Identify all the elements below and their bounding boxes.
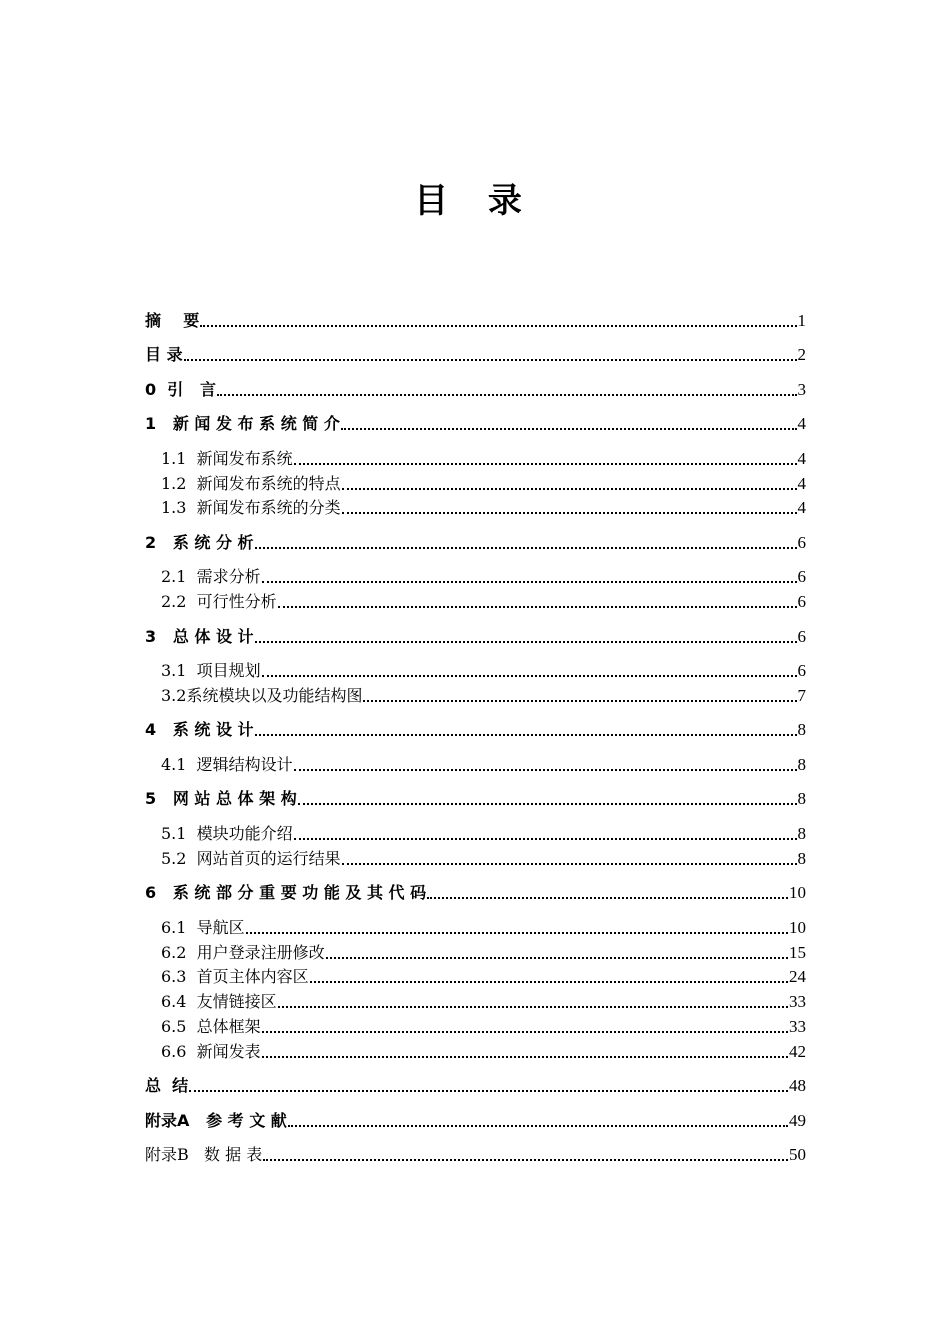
toc-entry-chapter-3[interactable] [145, 623, 806, 647]
toc-entry-page: 42 [789, 1042, 806, 1061]
toc-entry-label: 6.5 总体框架 [161, 1017, 261, 1036]
dot-leader [217, 393, 797, 396]
toc-entry-label: 1.2 新闻发布系统的特点 [161, 474, 341, 493]
toc-entry-page: 4 [797, 414, 806, 433]
toc-entry-section-6-6[interactable] [161, 1038, 806, 1062]
toc-entry-page: 6 [797, 592, 806, 611]
toc-entry-introduction[interactable] [145, 376, 806, 400]
toc-entry-label: 3.1 项目规划 [161, 661, 261, 680]
toc-entry-section-6-3[interactable] [161, 963, 806, 987]
dot-leader [255, 640, 797, 643]
dot-leader [262, 1055, 788, 1058]
toc-entry-label: 3 总 体 设 计 [145, 627, 254, 646]
dot-leader [298, 802, 797, 805]
toc-entry-page: 6 [797, 627, 806, 646]
toc-entry-label: 6.1 导航区 [161, 918, 245, 937]
toc-entry-page: 33 [789, 1017, 806, 1036]
toc-entry-label: 总 结 [145, 1076, 189, 1095]
toc-entry-label: 5.1 模块功能介绍 [161, 824, 293, 843]
dot-leader [326, 956, 788, 959]
toc-entry-chapter-4[interactable] [145, 716, 806, 740]
toc-entry-label: 6 系 统 部 分 重 要 功 能 及 其 代 码 [145, 883, 427, 902]
toc-entry-section-1-1[interactable] [161, 445, 806, 469]
toc-entry-section-6-2[interactable] [161, 939, 806, 963]
toc-entry-label: 5 网 站 总 体 架 构 [145, 789, 297, 808]
toc-entry-page: 4 [797, 449, 806, 468]
toc-entry-page: 6 [797, 661, 806, 680]
dot-leader [278, 605, 797, 608]
toc-entry-label: 6.2 用户登录注册修改 [161, 943, 325, 962]
dot-leader [294, 768, 797, 771]
toc-entry-page: 33 [789, 992, 806, 1011]
dot-leader [246, 931, 788, 934]
toc-entry-page: 50 [789, 1145, 806, 1164]
toc-entry-label: 1.3 新闻发布系统的分类 [161, 498, 341, 517]
toc-entry-page: 8 [797, 849, 806, 868]
toc-entry-page: 49 [789, 1111, 806, 1130]
toc-entry-section-3-2[interactable] [161, 682, 806, 706]
toc-entry-page: 15 [789, 943, 806, 962]
toc-entry-chapter-6[interactable] [145, 879, 806, 903]
dot-leader [262, 1030, 788, 1033]
dot-leader [263, 1158, 788, 1161]
toc-entry-chapter-2[interactable] [145, 529, 806, 553]
page-title: 目 录 [414, 181, 536, 221]
toc-entry-appendix-b[interactable] [145, 1141, 806, 1165]
dot-leader [189, 1089, 788, 1092]
toc-entry-page: 10 [789, 883, 806, 902]
dot-leader [200, 324, 796, 327]
toc-entry-label: 0 引 言 [145, 380, 216, 399]
toc-entry-page: 7 [797, 686, 806, 705]
dot-leader [294, 837, 797, 840]
toc-entry-page: 48 [789, 1076, 806, 1095]
toc-entry-page: 6 [797, 533, 806, 552]
toc-entry-page: 10 [789, 918, 806, 937]
toc-entry-page: 1 [797, 311, 806, 330]
toc-entry-section-2-1[interactable] [161, 563, 806, 587]
toc-entry-chapter-1[interactable] [145, 410, 806, 434]
toc-entry-label: 2.1 需求分析 [161, 567, 261, 586]
dot-leader [255, 546, 797, 549]
dot-leader [294, 462, 797, 465]
toc-entry-section-2-2[interactable] [161, 588, 806, 612]
dot-leader [342, 511, 797, 514]
toc-entry-section-4-1[interactable] [161, 751, 806, 775]
dot-leader [288, 1124, 788, 1127]
dot-leader [278, 1005, 788, 1008]
dot-leader [341, 427, 797, 430]
toc-entry-page: 8 [797, 789, 806, 808]
toc-entry-page: 3 [797, 380, 806, 399]
toc-entry-section-5-1[interactable] [161, 820, 806, 844]
toc-entry-label: 3.2系统模块以及功能结构图 [161, 686, 363, 705]
toc-entry-section-1-3[interactable] [161, 494, 806, 518]
toc-entry-label: 1 新 闻 发 布 系 统 简 介 [145, 414, 340, 433]
toc-entry-section-3-1[interactable] [161, 657, 806, 681]
toc-entry-summary[interactable] [145, 1072, 806, 1096]
toc-entry-label: 2.2 可行性分析 [161, 592, 277, 611]
toc-entry-label: 4 系 统 设 计 [145, 720, 254, 739]
toc-entry-label: 4.1 逻辑结构设计 [161, 755, 293, 774]
toc-entry-label: 2 系 统 分 析 [145, 533, 254, 552]
toc-entry-label: 附录A 参 考 文 献 [145, 1111, 287, 1130]
dot-leader [310, 980, 788, 983]
toc-entry-abstract[interactable] [145, 307, 806, 331]
toc-entry-label: 附录B 数 据 表 [145, 1145, 263, 1164]
toc-entry-label: 目 录 [145, 345, 183, 364]
dot-leader [342, 862, 797, 865]
toc-entry-chapter-5[interactable] [145, 785, 806, 809]
toc-entry-page: 8 [797, 720, 806, 739]
toc-entry-page: 8 [797, 755, 806, 774]
toc-entry-appendix-a[interactable] [145, 1107, 806, 1131]
dot-leader [342, 487, 797, 490]
toc-entry-label: 6.3 首页主体内容区 [161, 967, 309, 986]
toc-entry-label: 6.6 新闻发表 [161, 1042, 261, 1061]
dot-leader [427, 896, 788, 899]
toc-entry-label: 6.4 友情链接区 [161, 992, 277, 1011]
toc-entry-contents[interactable] [145, 341, 806, 365]
toc-entry-page: 2 [797, 345, 806, 364]
toc-entry-page: 4 [797, 498, 806, 517]
toc-entry-section-6-1[interactable] [161, 914, 806, 938]
toc-entry-page: 6 [797, 567, 806, 586]
dot-leader [262, 674, 797, 677]
toc-entry-label: 1.1 新闻发布系统 [161, 449, 293, 468]
dot-leader [363, 699, 796, 702]
toc-entry-page: 4 [797, 474, 806, 493]
toc-entry-section-5-2[interactable] [161, 845, 806, 869]
toc-entry-label: 5.2 网站首页的运行结果 [161, 849, 341, 868]
dot-leader [255, 733, 797, 736]
toc-entry-section-6-5[interactable] [161, 1013, 806, 1037]
toc-entry-section-1-2[interactable] [161, 470, 806, 494]
dot-leader [262, 580, 797, 583]
toc-entry-page: 24 [789, 967, 806, 986]
toc-entry-section-6-4[interactable] [161, 988, 806, 1012]
toc-entry-page: 8 [797, 824, 806, 843]
toc-entry-label: 摘 要 [145, 311, 200, 330]
dot-leader [184, 358, 797, 361]
